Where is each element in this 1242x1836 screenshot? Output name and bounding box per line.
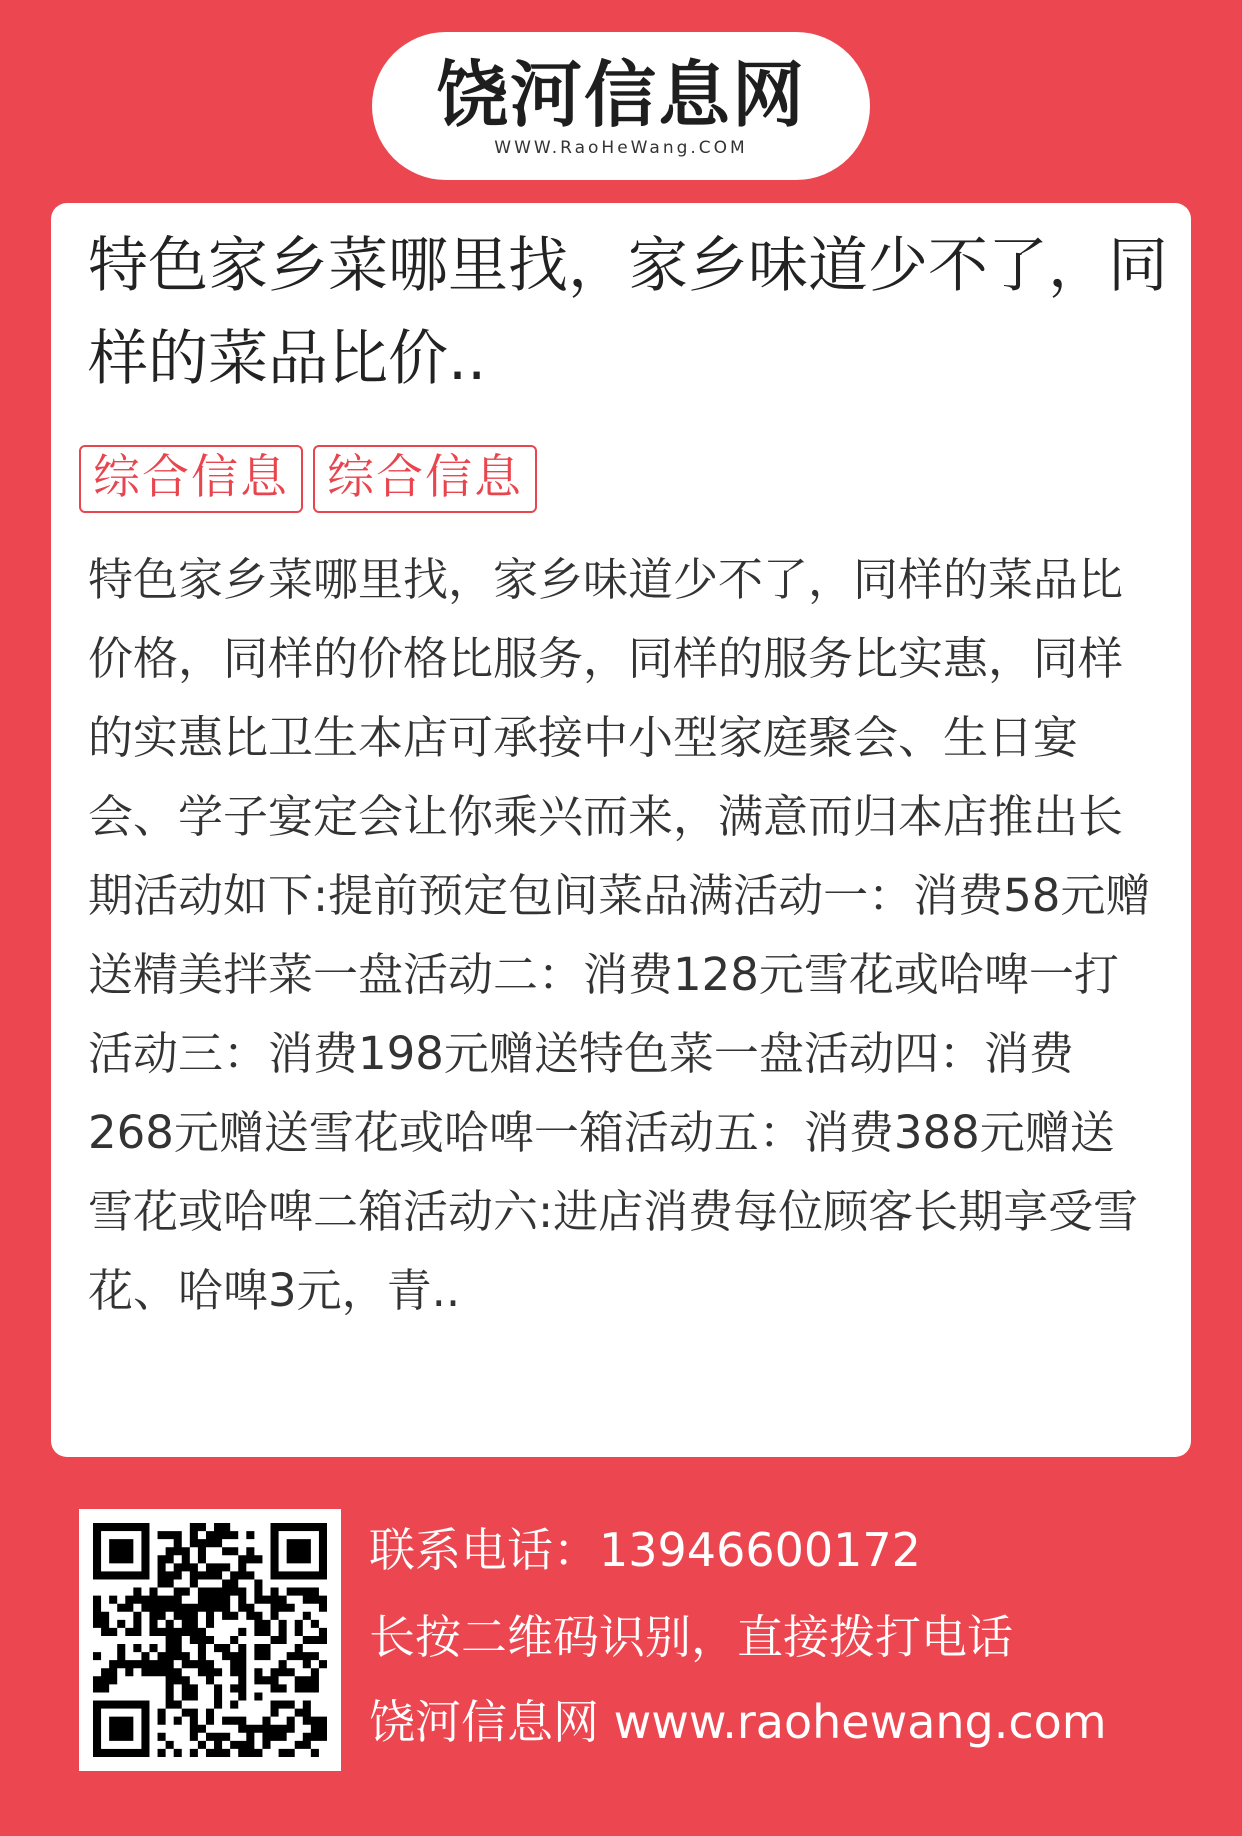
qr-code[interactable] bbox=[79, 1509, 341, 1771]
article-card bbox=[51, 203, 1191, 1457]
article-body: 特色家乡菜哪里找，家乡味道少不了，同样的菜品比价格，同样的价格比服务，同样的服务比实惠，同样的实惠比卫生本店可承接中小型家庭聚会、生日宴会、学子宴定会让你乘兴而来，满意而归本店推出长期活动如下:提前预定包间菜品满活动一：消费58元赠送精美拌菜一盘活动二：消费128元雪花或哈啤一打活动三：消费198元赠送特色菜一盘活动四：消费268元赠送雪花或哈啤一箱活动五：消费388元赠送雪花或哈啤二箱活动六:进店消费每位顾客长期享受雪花、哈啤3元，青.. bbox=[88, 553, 1151, 1317]
tag-list bbox=[79, 445, 547, 513]
site-link[interactable]: 饶河信息网 www.raohewang.com bbox=[369, 1695, 1107, 1749]
category-tag[interactable]: 综合信息 bbox=[313, 445, 537, 513]
qr-instruction: 长按二维码识别，直接拨打电话 bbox=[369, 1610, 1013, 1664]
article-title: 特色家乡菜哪里找，家乡味道少不了，同样的菜品比价.. bbox=[88, 231, 1168, 394]
qr-code-icon bbox=[93, 1523, 327, 1757]
logo-url: WWW.RaoHeWang.COM bbox=[494, 138, 748, 158]
contact-phone[interactable]: 联系电话：13946600172 bbox=[369, 1523, 921, 1577]
site-logo[interactable] bbox=[372, 32, 870, 180]
category-tag[interactable]: 综合信息 bbox=[79, 445, 303, 513]
logo-title: 饶河信息网 bbox=[435, 52, 806, 137]
